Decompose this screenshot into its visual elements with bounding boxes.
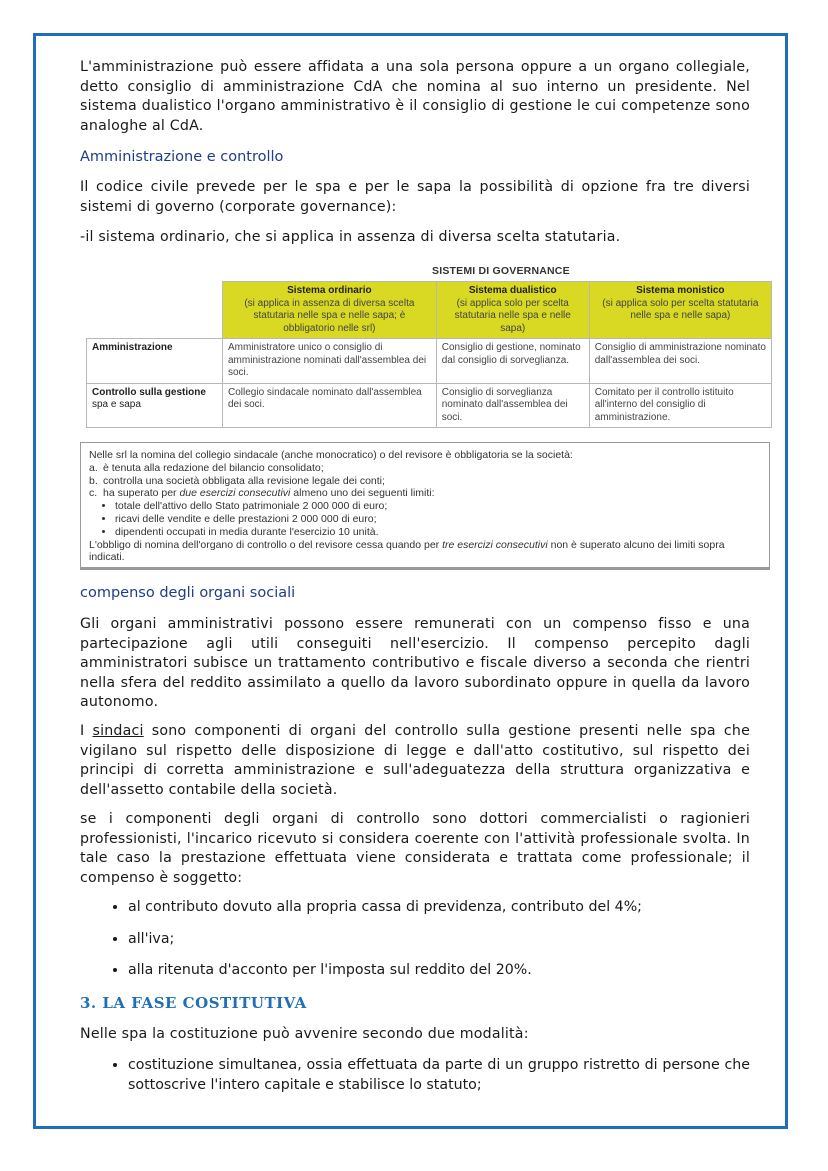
section-fase-costitutiva-body — [80, 1025, 750, 1045]
table-column-header — [589, 282, 771, 339]
list-item: • al contributo dovuto alla propria cassa di previdenza, contributo del 4%; — [128, 898, 750, 918]
section-heading: compenso degli organi sociali — [80, 585, 296, 601]
table-title: SISTEMI DI GOVERNANCE — [432, 265, 570, 277]
column-name: Sistema ordinario — [287, 285, 372, 296]
list-item — [89, 487, 761, 538]
section-amministrazione — [80, 149, 750, 165]
row-label: Controllo sulla gestione — [92, 386, 206, 398]
section-heading: 3. LA FASE COSTITUTIVA — [80, 994, 307, 1012]
paragraph: Il codice civile prevede per le spa e per le sapa la possibilità di opzione fra tre diversi sistemi di governo (corporate governance): — [80, 179, 750, 215]
text: sono componenti di organi del controllo sulla gestione presenti nelle spa che vigilano sul rispetto delle disposizione di legge e dall'atto costitutivo, sul rispetto dei principi di corretta amministrazione e sull'adeguatezza della struttura organizzativa e dell'assetto contabile della società. — [80, 723, 750, 798]
intro-paragraph: L'amministrazione può essere affidata a una sola persona oppure a un organo collegiale, detto consiglio di amministrazione CdA che nomina al suo interno un presidente. Nel sistema dualistico l'organo amministrativo è il consiglio di gestione le cui competenze sono analoghe al CdA. — [80, 59, 750, 134]
limits-list — [89, 500, 761, 538]
list-item: • ricavi delle vendite e delle prestazioni 2 000 000 di euro; — [115, 513, 761, 526]
section-amministrazione-line — [80, 228, 750, 248]
section-fase-costitutiva — [80, 994, 750, 1012]
row-header — [87, 339, 223, 384]
intro-block — [80, 58, 750, 136]
item-label: c. — [89, 487, 98, 500]
paragraph — [80, 722, 750, 800]
paragraph: se i componenti degli organi di controllo sono dottori commercialisti o ragionieri professionisti, l'incarico ricevuto si considera coerente con l'attività professionale svolta. In tale caso la prestazione effettuata viene considerata e trattata come professionale; il compenso è soggetto: — [80, 811, 750, 886]
list-item: • dipendenti occupati in media durante l'esercizio 10 unità. — [115, 526, 761, 539]
item-text: controlla una società obbligata alla revisione legale dei conti; — [103, 474, 385, 487]
item-text-italic: due esercizi consecutivi — [179, 487, 291, 500]
paragraph: -il sistema ordinario, che si applica in assenza di diversa scelta statutaria. — [80, 229, 621, 245]
table-header-row — [87, 282, 772, 339]
srl-intro: Nelle srl la nomina del collegio sindacale (anche monocratico) o del revisore è obbligatoria se la società: — [89, 449, 573, 461]
section-compenso-p3 — [80, 810, 750, 888]
list-item — [89, 462, 761, 475]
closing-text-italic: tre esercizi consecutivi — [442, 538, 548, 551]
item-label: b. — [89, 474, 98, 487]
item-text: è tenuta alla redazione del bilancio consolidato; — [103, 461, 324, 474]
section-compenso-p1 — [80, 615, 750, 713]
table-column-header — [223, 282, 437, 339]
underlined-term: sindaci — [92, 723, 144, 739]
item-text: ha superato per — [103, 487, 180, 500]
row-sublabel: spa e sapa — [92, 399, 141, 410]
table-cell: Consiglio di gestione, nominato dal consiglio di sorveglianza. — [436, 339, 589, 384]
table-corner — [87, 282, 223, 339]
list-item: • alla ritenuta d'acconto per l'imposta sul reddito del 20%. — [128, 961, 750, 981]
table-cell: Consiglio di sorveglianza nominato dall'assemblea dei soci. — [436, 383, 589, 428]
text: I — [80, 723, 93, 739]
section-compenso — [80, 585, 750, 601]
table-column-header — [436, 282, 589, 339]
table-cell: Collegio sindacale nominato dall'assemblea dei soci. — [223, 383, 437, 428]
item-label: a. — [89, 461, 98, 474]
table-row — [87, 339, 772, 384]
section-compenso-bullets — [80, 898, 750, 981]
section-heading: Amministrazione e controllo — [80, 149, 284, 165]
closing-text: L'obbligo di nomina dell'organo di controllo o del revisore cessa quando per — [89, 538, 443, 551]
table-cell: Amministratore unico o consiglio di amministrazione nominati dall'assemblea dei soci. — [223, 339, 437, 384]
closing-text: non è superato alcuno dei limiti sopra indicati. — [89, 538, 725, 564]
bullet-list — [80, 1056, 750, 1095]
list-item: • totale dell'attivo dello Stato patrimoniale 2 000 000 di euro; — [115, 500, 761, 513]
governance-table — [86, 281, 772, 428]
section-fase-costitutiva-bullets — [80, 1056, 750, 1095]
column-note: (si applica solo per scelta statutaria nelle spa e nelle sapa) — [454, 297, 571, 334]
bullet-list — [80, 898, 750, 981]
table-row — [87, 383, 772, 428]
column-note: (si applica solo per scelta statutaria nelle spa e nelle sapa) — [602, 297, 759, 321]
section-amministrazione-body — [80, 178, 750, 217]
list-item — [89, 475, 761, 488]
table-cell: Consiglio di amministrazione nominato dall'assemblea dei soci. — [589, 339, 771, 384]
row-header — [87, 383, 223, 428]
column-name: Sistema dualistico — [468, 285, 557, 296]
srl-info-box — [80, 442, 770, 570]
srl-closing — [89, 539, 761, 565]
row-label: Amministrazione — [92, 342, 173, 353]
column-name: Sistema monistico — [636, 285, 725, 296]
table-cell: Comitato per il controllo istituito all'interno del consiglio di amministrazione. — [589, 383, 771, 428]
list-item: • all'iva; — [128, 930, 750, 950]
srl-conditions-list — [89, 462, 761, 539]
section-compenso-p2 — [80, 722, 750, 800]
item-text: almeno uno dei seguenti limiti: — [290, 487, 435, 500]
paragraph: Nelle spa la costituzione può avvenire secondo due modalità: — [80, 1026, 529, 1042]
paragraph: Gli organi amministrativi possono essere remunerati con un compenso fisso e una partecipazione agli utili conseguiti nell'esercizio. Il compenso percepito dagli amministratori subisce un trattamento contributivo e fiscale diverso a seconda che rientri nella sfera del reddito assimilato a quello da lavoro subordinato oppure in quella da lavoro autonomo. — [80, 616, 750, 710]
column-note: (si applica in assenza di diversa scelta statutaria nelle spa e nelle sapa; è obbligatorio nelle srl) — [244, 297, 415, 334]
list-item: • costituzione simultanea, ossia effettuata da parte di un gruppo ristretto di persone che sottoscrive l'intero capitale e stabilisce lo statuto; — [128, 1056, 750, 1095]
